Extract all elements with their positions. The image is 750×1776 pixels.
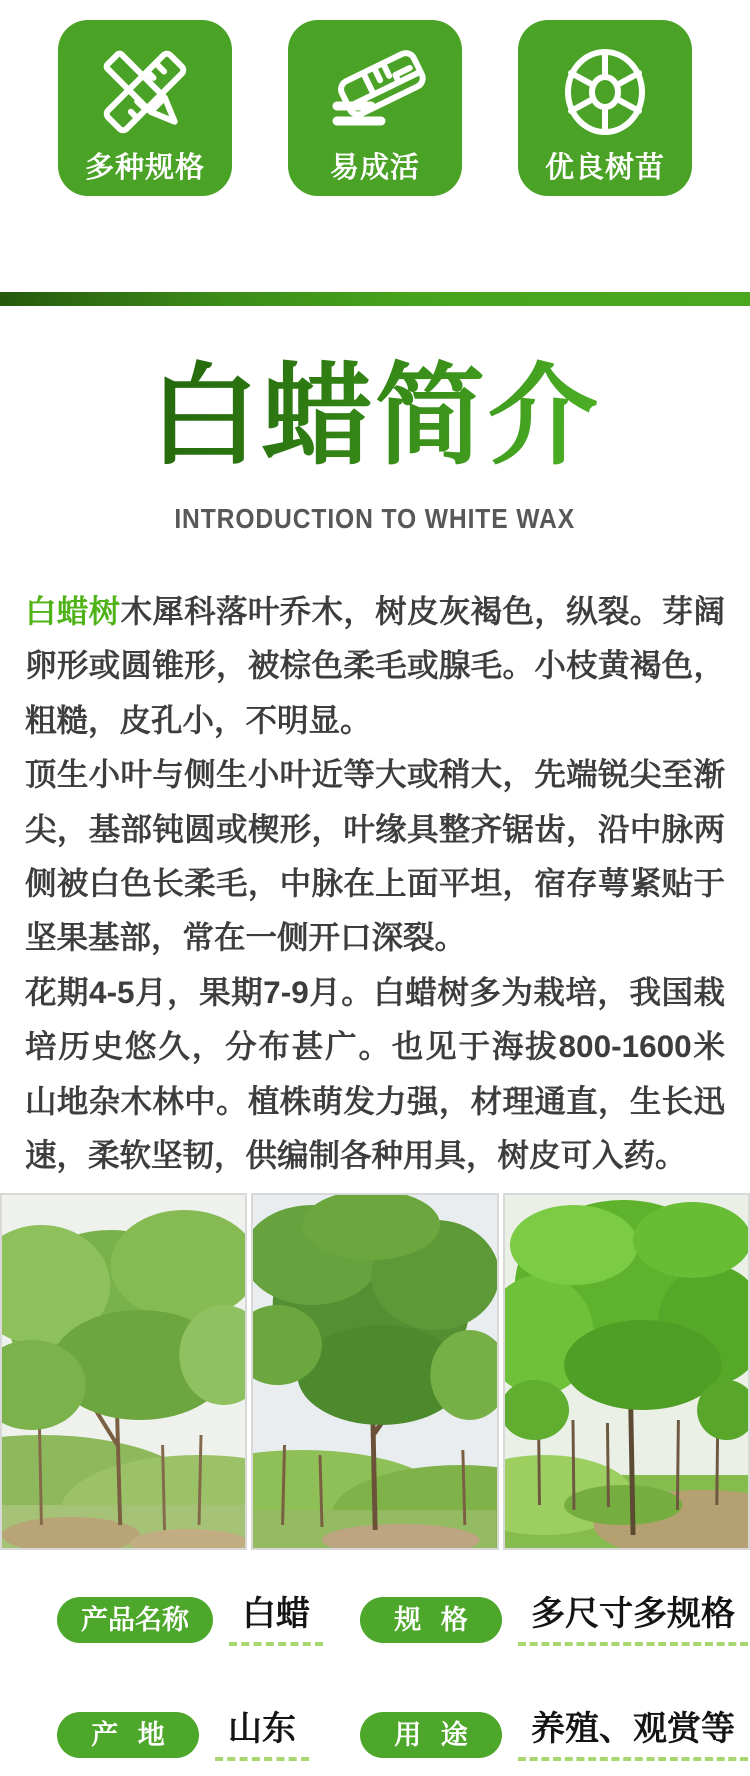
spec-pill: 产品名称 (57, 1597, 213, 1643)
page-title: 白蜡简介 (0, 350, 750, 484)
feature-tiles (0, 20, 750, 196)
spec-pill: 产 地 (57, 1712, 199, 1758)
spec-value: 多尺寸多规格 (518, 1594, 748, 1646)
feature-label: 优良树苗 (544, 152, 665, 184)
spec-specification (360, 1595, 748, 1645)
tree-photo-2 (251, 1193, 498, 1550)
intro-paragraph: 花期4-5月，果期7-9月。白蜡树多为栽培，我国栽培历史悠久，分布甚广。也见于海拔800-1600米山地杂木林中。植株萌发力强，材理通直，生长迅速，柔软坚韧，供编制各种用具，树皮可入药。 (25, 973, 725, 1174)
tree-photo-1 (0, 1193, 247, 1550)
photo-strip (0, 1193, 750, 1550)
spec-pill: 规 格 (360, 1597, 502, 1643)
page-subtitle: INTRODUCTION TO WHITE WAX (174, 503, 576, 534)
spec-product-name (57, 1595, 323, 1645)
feature-label: 多种规格 (84, 152, 205, 184)
intro-text (25, 584, 725, 1182)
spec-origin (57, 1710, 309, 1760)
intro-paragraph: 顶生小叶与侧生小叶近等大或稍大，先端锐尖至渐尖，基部钝圆或楔形，叶缘具整齐锯齿，沿中脉两侧被白色长柔毛，中脉在上面平坦，宿存萼紧贴于坚果基部，常在一侧开口深裂。 (25, 756, 725, 956)
feature-tile-quality (518, 20, 692, 196)
spec-usage (360, 1710, 748, 1760)
feature-tile-specs (58, 20, 232, 196)
ruler-pencil-icon (95, 20, 195, 154)
feature-label: 易成活 (329, 152, 420, 184)
spec-pill: 用 途 (360, 1712, 502, 1758)
highlight-keyword: 白蜡树 (25, 593, 121, 629)
intro-paragraph: 白蜡树木犀科落叶乔木，树皮灰褐色，纵裂。芽阔卵形或圆锥形，被棕色柔毛或腺毛。小枝黄褐色，粗糙，皮孔小，不明显。 (25, 593, 725, 738)
spec-value: 养殖、观赏等 (518, 1709, 748, 1761)
feature-tile-survival (288, 20, 462, 196)
gradient-divider (0, 292, 750, 306)
spec-value: 山东 (215, 1709, 309, 1761)
spec-value: 白蜡 (229, 1594, 323, 1646)
trowel-icon (323, 20, 427, 154)
tree-photo-3 (503, 1193, 750, 1550)
tree-ring-icon (553, 20, 657, 154)
